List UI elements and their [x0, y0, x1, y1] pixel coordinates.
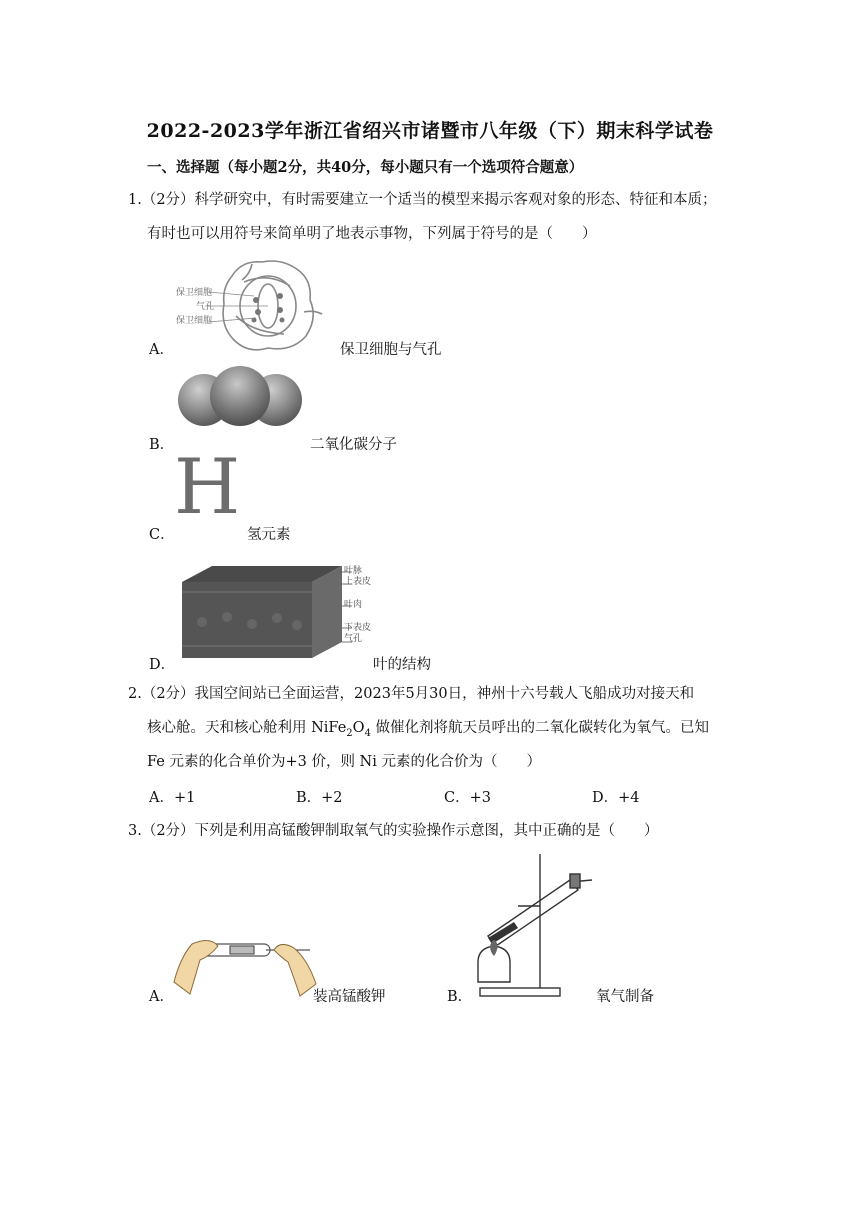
- guard-cell-labels: [176, 286, 214, 328]
- text-span: O: [352, 720, 365, 736]
- option-b-letter: B．: [149, 437, 175, 453]
- question-1-line-1: 1.（2分）科学研究中，有时需要建立一个适当的模型来揭示客观对象的形态、特征和本质；: [128, 192, 717, 208]
- option-c-letter: C．: [149, 527, 175, 543]
- fig-label: 保卫细胞: [176, 316, 213, 326]
- option-d-caption: 叶的结构: [373, 657, 431, 673]
- q3-option-b-caption: 氧气制备: [596, 989, 654, 1005]
- subscript: 2: [346, 727, 353, 739]
- leaf-labels: [344, 566, 371, 645]
- option-b-caption: 二氧化碳分子: [310, 437, 397, 453]
- question-2-line-1: 2.（2分）我国空间站已全面运营，2023年5月30日，神州十六号载人飞船成功对接天和: [128, 686, 695, 702]
- option-a-text: A．+1: [149, 790, 196, 806]
- option-a-caption: 保卫细胞与气孔: [340, 342, 442, 358]
- text-span: 核心舱。天和核心舱利用 NiFe: [147, 720, 347, 736]
- question-2-line-3: Fe 元素的化合单价为+3 价，则 Ni 元素的化合价为（ ）: [147, 754, 541, 770]
- loading-kmno4-figure: [170, 922, 320, 1002]
- co2-molecule-figure: [176, 362, 304, 442]
- option-a-letter: A．: [149, 342, 174, 358]
- subscript: 4: [364, 727, 371, 739]
- fig-label: 叶肉: [344, 600, 363, 610]
- page-title: 2022-2023学年浙江省绍兴市诸暨市八年级（下）期末科学试卷: [146, 120, 714, 142]
- question-3-line-1: 3.（2分）下列是利用高锰酸钾制取氧气的实验操作示意图，其中正确的是（ ）: [128, 823, 659, 839]
- hydrogen-symbol: H: [174, 442, 241, 531]
- fig-label: 叶脉: [344, 566, 363, 576]
- q3-option-b-letter: B．: [447, 989, 473, 1005]
- option-d-text: D．+4: [592, 790, 640, 806]
- option-c-text: C．+3: [444, 790, 491, 806]
- oxygen-apparatus-figure: [470, 852, 600, 1002]
- fig-label: 气孔: [196, 302, 215, 312]
- option-c-caption: 氢元素: [247, 527, 291, 543]
- fig-label: 气孔: [344, 634, 363, 644]
- text-span: 做催化剂将航天员呼出的二氧化碳转化为氧气。已知: [370, 720, 710, 736]
- fig-label: 下表皮: [344, 623, 372, 633]
- section-heading: 一、选择题（每小题2分，共40分，每小题只有一个选项符合题意）: [147, 159, 584, 176]
- question-1-line-2: 有时也可以用符号来简单明了地表示事物，下列属于符号的是（ ）: [147, 226, 597, 242]
- option-b-text: B．+2: [296, 790, 343, 806]
- q3-option-a-letter: A．: [149, 989, 174, 1005]
- fig-label: 保卫细胞: [176, 288, 213, 298]
- option-d-letter: D．: [149, 657, 176, 673]
- fig-label: 上表皮: [344, 577, 372, 587]
- q3-option-a-caption: 装高锰酸钾: [313, 989, 386, 1005]
